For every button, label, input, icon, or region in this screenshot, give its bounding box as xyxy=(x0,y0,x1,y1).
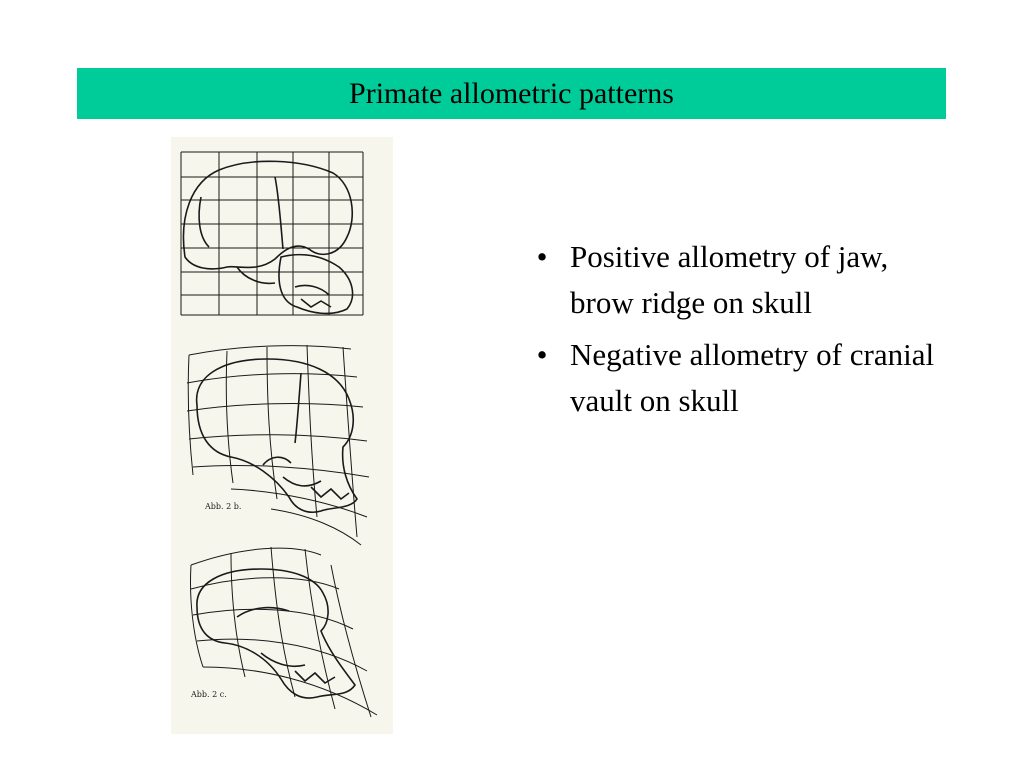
bullet-glyph: • xyxy=(536,239,548,274)
label-abb-2c: Abb. 2 c. xyxy=(191,690,227,699)
figure-background xyxy=(171,137,393,734)
skull-transformation-figure xyxy=(171,137,393,734)
slide-title: Primate allometric patterns xyxy=(349,76,674,110)
bullet-item-negative-allometry xyxy=(532,332,952,424)
skull-drawings xyxy=(171,137,393,734)
bullet-text: Negative allometry of cranial vault on skull xyxy=(570,337,935,418)
label-abb-2b: Abb. 2 b. xyxy=(205,502,242,511)
bullet-text: Positive allometry of jaw, brow ridge on skull xyxy=(570,239,889,320)
bullet-item-positive-allometry xyxy=(532,234,952,326)
bullet-glyph: • xyxy=(536,337,548,372)
title-bar xyxy=(77,68,946,119)
bullet-list xyxy=(532,234,952,430)
